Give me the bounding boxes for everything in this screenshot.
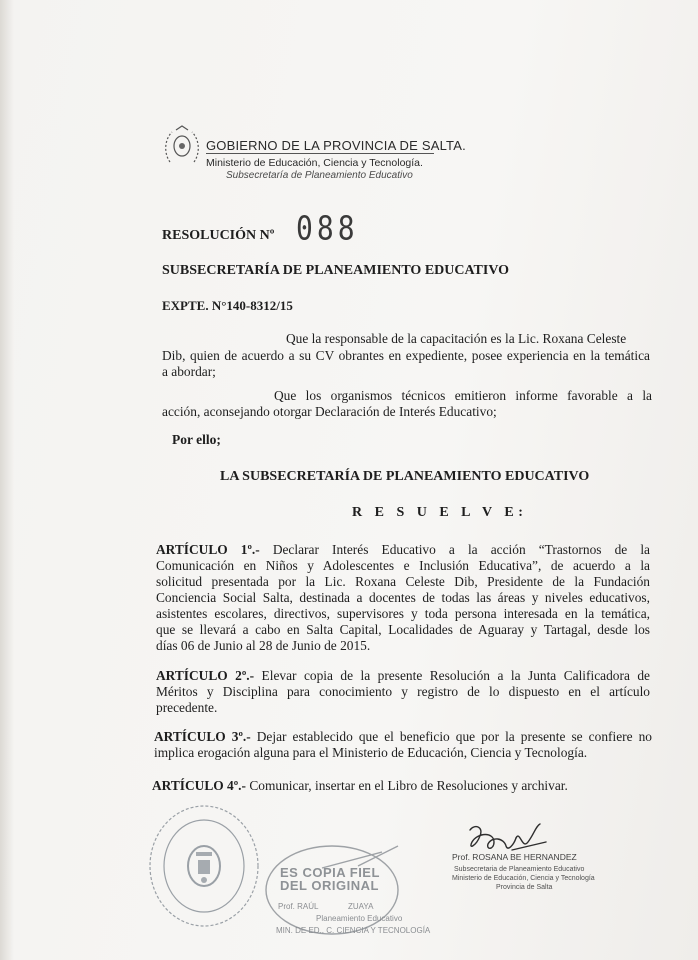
signature-role-2: Ministerio de Educación, Ciencia y Tecnología xyxy=(452,875,595,882)
considerando-2-line-1: Que los organismos técnicos emitieron informe favorable a la xyxy=(274,388,652,403)
copy-stamp-name-2: ZUAYA xyxy=(348,902,374,911)
signature-role-3: Provincia de Salta xyxy=(496,884,553,891)
article-3-line-1 xyxy=(154,729,652,745)
article-1-label: ARTÍCULO 1º.- xyxy=(156,542,260,557)
signature-name: Prof. ROSANA BE HERNANDEZ xyxy=(452,852,577,862)
province-crest-icon xyxy=(162,124,202,168)
copy-stamp-role: Planeamiento Educativo xyxy=(316,914,403,923)
article-3-label: ARTÍCULO 3º.- xyxy=(154,729,251,744)
article-1-line-2: Comunicación en Niños y Adolescentes e Inclusión Educativa”, de acuerdo a la xyxy=(156,558,650,573)
signature-role-1: Subsecretaria de Planeamiento Educativo xyxy=(454,866,585,873)
considerando-2-line-2: acción, aconsejando otorgar Declaración de Interés Educativo; xyxy=(162,404,497,419)
government-title: GOBIERNO DE LA PROVINCIA DE SALTA. xyxy=(206,138,466,153)
subsecretaria-title: SUBSECRETARÍA DE PLANEAMIENTO EDUCATIVO xyxy=(162,263,510,278)
article-4-text: Comunicar, insertar en el Libro de Resoluciones y archivar. xyxy=(245,778,568,793)
resolution-number: 088 xyxy=(296,209,359,248)
ministry-name: Ministerio de Educación, Ciencia y Tecnología. xyxy=(206,157,423,169)
article-1-line-1 xyxy=(156,542,650,558)
expediente-number: EXPTE. N°140-8312/15 xyxy=(162,298,293,313)
considerando-1-line-3: a abordar; xyxy=(162,364,216,379)
header-divider xyxy=(206,153,434,154)
copy-stamp-line-2: DEL ORIGINAL xyxy=(280,878,379,893)
considerando-1-line-1: Que la responsable de la capacitación es la Lic. Roxana Celeste xyxy=(286,331,627,346)
article-1-line-4: Conciencia Social Salta, destinada a docentes de todas las áreas y niveles educativos, xyxy=(156,590,650,605)
article-1-line-7: días 06 de Junio al 28 de Junio de 2015. xyxy=(156,638,371,653)
copy-stamp-ministry: MIN. DE ED., C. CIENCIA Y TECNOLOGÍA xyxy=(276,926,431,935)
resolution-label: RESOLUCIÓN Nº xyxy=(162,228,275,243)
article-4-line-1 xyxy=(152,778,568,794)
article-3-line-2: implica erogación alguna para el Ministerio de Educación, Ciencia y Tecnología. xyxy=(154,745,588,760)
article-1-line-3: solicitud presentada por la Lic. Roxana Celeste Dib, Presidente de la Fundación xyxy=(156,574,650,589)
article-2-label: ARTÍCULO 2º.- xyxy=(156,668,255,683)
article-1-line-6: que se llevará a cabo en Salta Capital, Localidades de Aguaray y Tartagal, desde los xyxy=(156,622,650,637)
copy-stamp-text xyxy=(280,866,380,892)
official-seal-icon xyxy=(144,800,264,930)
article-2-text-start: Elevar copia de la presente Resolución a la Junta Calificadora de xyxy=(254,668,650,683)
article-4-label: ARTÍCULO 4º.- xyxy=(152,778,246,793)
article-3-text-start: Dejar establecido que el beneficio que por la presente se confiere no xyxy=(250,729,652,744)
considerando-1-line-2: Dib, quien de acuerdo a su CV obrantes en expediente, posee experiencia en la temática xyxy=(162,348,650,363)
article-1-text-start: Declarar Interés Educativo a la acción “Trastornos de la xyxy=(259,542,650,557)
article-2-line-2: Méritos y Disciplina para conocimiento y registro de lo dispuesto en el artículo xyxy=(156,684,650,699)
copy-stamp-name: Prof. RAÚL xyxy=(278,902,319,911)
page-edge-shadow xyxy=(0,0,14,960)
resolver-heading: LA SUBSECRETARÍA DE PLANEAMIENTO EDUCATIVO xyxy=(220,469,590,484)
por-ello: Por ello; xyxy=(172,432,221,447)
article-2-line-1 xyxy=(156,668,650,684)
article-1-line-5: asistentes escolares, directivos, supervisores y toda persona interesada en la temática, xyxy=(156,606,650,621)
subsecretariat-name: Subsecretaría de Planeamiento Educativo xyxy=(226,170,413,181)
copy-stamp-line-1: ES COPIA FIEL xyxy=(280,865,380,880)
article-2-line-3: precedente. xyxy=(156,700,218,715)
resuelve-heading: R E S U E L V E: xyxy=(352,505,528,520)
